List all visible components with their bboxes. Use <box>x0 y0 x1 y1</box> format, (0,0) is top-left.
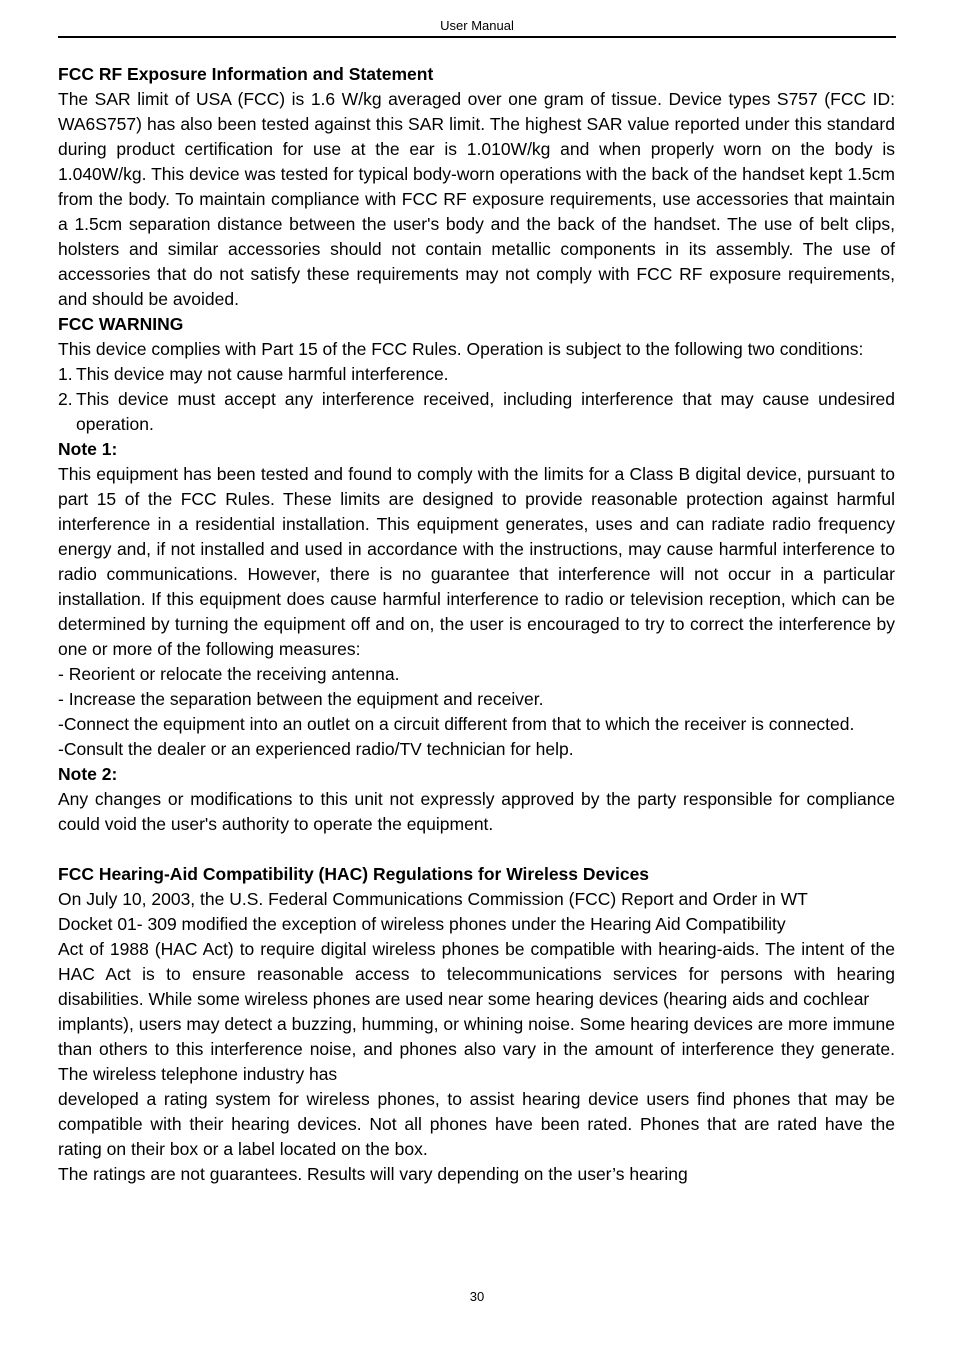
hac-paragraph-4: implants), users may detect a buzzing, humming, or whining noise. Some hearing devices are more immune than others to this interference noise, and phones also vary in the amount of interference they generate. The wireless telephone industry has <box>58 1014 895 1084</box>
hac-paragraph-2: Docket 01- 309 modified the exception of wireless phones under the Hearing Aid Compatibility <box>58 914 786 934</box>
condition-text: This device may not cause harmful interference. <box>76 364 449 384</box>
hac-paragraph-1: On July 10, 2003, the U.S. Federal Communications Commission (FCC) Report and Order in WT <box>58 889 808 909</box>
note-1-heading: Note 1: <box>58 439 118 459</box>
fcc-warning-paragraph: This device complies with Part 15 of the FCC Rules. Operation is subject to the following two conditions: <box>58 339 864 359</box>
note-2-heading: Note 2: <box>58 764 118 784</box>
page-header: User Manual <box>440 18 514 33</box>
hac-heading: FCC Hearing-Aid Compatibility (HAC) Regulations for Wireless Devices <box>58 864 650 884</box>
section-spacer <box>58 837 895 862</box>
note-1-paragraph: This equipment has been tested and found to comply with the limits for a Class B digital device, pursuant to part 15 of the FCC Rules. These limits are designed to provide reasonable protection against harmful interference in a residential installation. This equipment generates, uses and can radiate radio frequency energy and, if not installed and used in accordance with the instructions, may cause harmful interference to radio communications. However, there is no guarantee that interference will not occur in a particular installation. If this equipment does cause harmful interference to radio or television reception, which can be determined by turning the equipment off and on, the user is encouraged to try to correct the interference by one or more of the following measures: <box>58 464 895 659</box>
hac-paragraph-6: The ratings are not guarantees. Results will vary depending on the user’s hearing <box>58 1164 688 1184</box>
condition-number: 2. <box>58 389 73 409</box>
measure-item: - Increase the separation between the equipment and receiver. <box>58 689 544 709</box>
condition-item-1 <box>58 362 895 387</box>
condition-item-2 <box>58 387 895 437</box>
measure-item: -Connect the equipment into an outlet on a circuit different from that to which the receiver is connected. <box>58 714 855 734</box>
rf-exposure-paragraph: The SAR limit of USA (FCC) is 1.6 W/kg averaged over one gram of tissue. Device types S757 (FCC ID: WA6S757) has also been tested against this SAR limit. The highest SAR value reported under this standard during product certification for use at the ear is 1.010W/kg and when properly worn on the body is 1.040W/kg. This device was tested for typical body-worn operations with the back of the handset kept 1.5cm from the body. To maintain compliance with FCC RF exposure requirements, use accessories that maintain a 1.5cm separation distance between the user's body and the back of the handset. The use of belt clips, holsters and similar accessories should not contain metallic components in its assembly. The use of accessories that do not satisfy these requirements may not comply with FCC RF exposure requirements, and should be avoided. <box>58 89 895 309</box>
page-number: 30 <box>469 1289 485 1304</box>
document-body <box>58 62 895 1187</box>
hac-paragraph-5: developed a rating system for wireless phones, to assist hearing device users find phones that may be compatible with their hearing devices. Not all phones have been rated. Phones that are rated have the rating on their box or a label located on the box. <box>58 1089 895 1159</box>
note-2-paragraph: Any changes or modifications to this unit not expressly approved by the party responsible for compliance could void the user's authority to operate the equipment. <box>58 789 895 834</box>
condition-number: 1. <box>58 364 73 384</box>
measure-item: - Reorient or relocate the receiving antenna. <box>58 664 400 684</box>
hac-paragraph-3: Act of 1988 (HAC Act) to require digital wireless phones be compatible with hearing-aids. The intent of the HAC Act is to ensure reasonable access to telecommunications services for persons with hearing disabilities. While some wireless phones are used near some hearing devices (hearing aids and cochlear <box>58 939 895 1009</box>
header-divider <box>58 36 896 38</box>
rf-exposure-heading: FCC RF Exposure Information and Statement <box>58 64 434 84</box>
condition-text: This device must accept any interference received, including interference that may cause undesired operation. <box>76 389 895 434</box>
fcc-warning-heading: FCC WARNING <box>58 314 184 334</box>
measure-item: -Consult the dealer or an experienced radio/TV technician for help. <box>58 739 574 759</box>
